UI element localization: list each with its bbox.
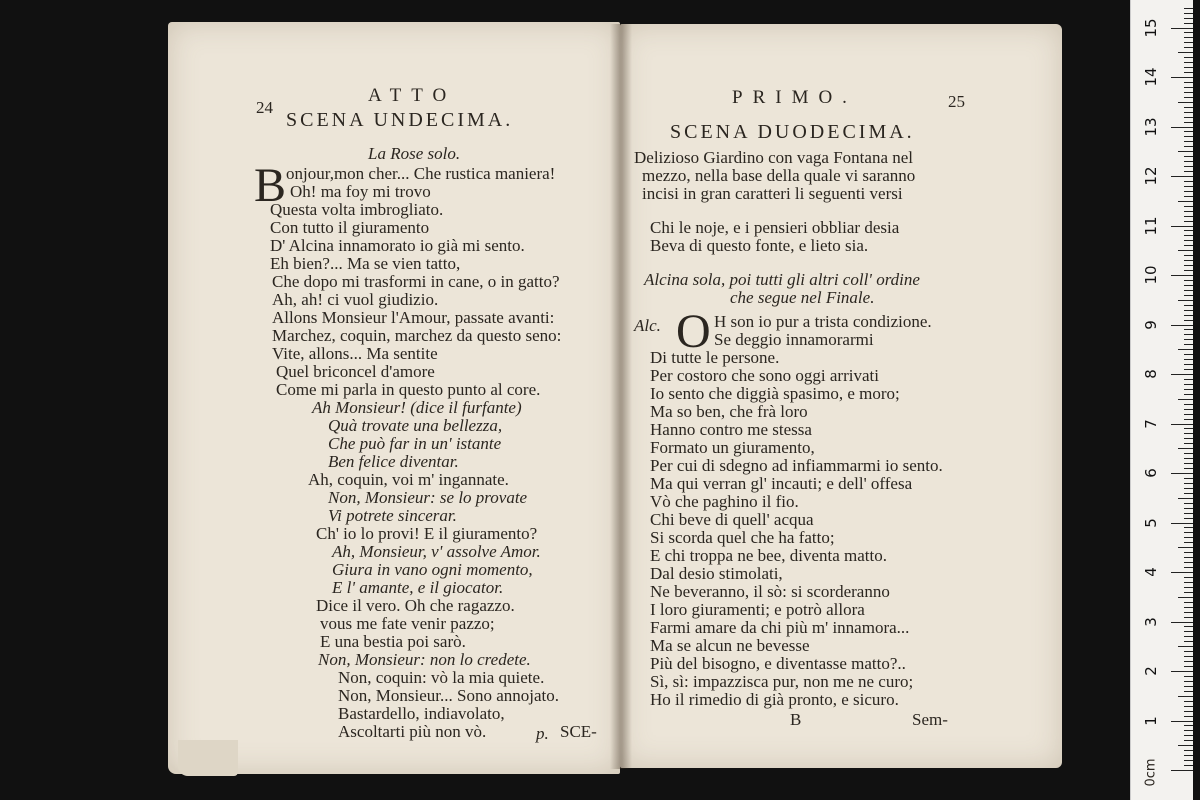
ruler-tick: [1184, 290, 1193, 291]
ruler-number: 8: [1142, 369, 1160, 379]
verse-line: Non, Monsieur... Sono annojato.: [338, 686, 559, 705]
ruler-tick: [1184, 760, 1193, 761]
ruler-tick: [1184, 552, 1193, 553]
ruler-tick: [1184, 13, 1193, 14]
ruler-tick: [1184, 666, 1193, 667]
ruler-tick: [1184, 394, 1193, 395]
stage-direction-line: Delizioso Giardino con vaga Fontana nel: [634, 148, 914, 167]
verse-line: Dal desio stimolati,: [650, 564, 783, 583]
ruler-tick: [1184, 740, 1193, 741]
ruler-tick: [1171, 622, 1193, 623]
ruler-tick: [1184, 62, 1193, 63]
ruler-tick: [1184, 23, 1193, 24]
verse-line: Bastardello, indiavolato,: [338, 704, 505, 723]
page-edge: [178, 740, 238, 776]
ruler-tick: [1184, 344, 1193, 345]
ruler-tick: [1184, 701, 1193, 702]
ruler-tick: [1184, 245, 1193, 246]
ruler-tick: [1184, 136, 1193, 137]
drop-cap: B: [254, 159, 287, 212]
ruler-tick: [1184, 537, 1193, 538]
ruler-tick: [1178, 646, 1193, 647]
ruler-tick: [1178, 102, 1193, 103]
ruler-tick: [1184, 676, 1193, 677]
ruler-tick: [1184, 364, 1193, 365]
verse-line: D' Alcina innamorato io già mi sento.: [270, 236, 525, 255]
verse-line: Ah, coquin, voi m' ingannate.: [308, 470, 509, 489]
ruler-tick: [1184, 92, 1193, 93]
ruler-tick: [1184, 389, 1193, 390]
ruler-tick: [1184, 706, 1193, 707]
verse-line: Chi beve di quell' acqua: [650, 510, 814, 529]
ruler-tick: [1171, 721, 1193, 722]
ruler-tick: [1171, 770, 1193, 771]
ruler-tick: [1184, 433, 1193, 434]
verse-line: Si scorda quel che ha fatto;: [650, 528, 835, 547]
verse-line: I loro giuramenti; e potrò allora: [650, 600, 865, 619]
ruler-tick: [1184, 97, 1193, 98]
ruler-tick: [1171, 572, 1193, 573]
ruler-unit-label: 0cm: [1143, 758, 1159, 787]
ruler-tick: [1184, 82, 1193, 83]
ruler-tick: [1171, 28, 1193, 29]
catchword: Sem-: [912, 710, 948, 729]
verse-line: Per cui di sdegno ad infiammarmi io sento.: [650, 456, 943, 475]
ruler-tick: [1184, 32, 1193, 33]
verse-line: Che dopo mi trasformi in cane, o in gatto?: [272, 272, 560, 291]
verse-line: Ben felice diventar.: [328, 452, 459, 471]
ruler-tick: [1184, 339, 1193, 340]
character-heading-line: che segue nel Finale.: [730, 288, 875, 307]
ruler-tick: [1184, 631, 1193, 632]
drop-cap: O: [676, 305, 711, 358]
ruler-tick: [1184, 582, 1193, 583]
running-head: ATTO: [368, 85, 457, 106]
ruler-tick: [1184, 503, 1193, 504]
ruler-tick: [1184, 626, 1193, 627]
ruler-tick: [1184, 285, 1193, 286]
ruler-number: 1: [1142, 715, 1160, 726]
ruler-tick: [1184, 295, 1193, 296]
ruler-tick: [1184, 310, 1193, 311]
ruler-tick: [1184, 354, 1193, 355]
ruler-tick: [1184, 661, 1193, 662]
verse-line: Sì, sì: impazzisca pur, non me ne curo;: [650, 672, 914, 691]
scene-title: SCENA DUODECIMA.: [670, 121, 915, 143]
verse-line: Formato un giuramento,: [650, 438, 815, 457]
ruler-tick: [1184, 280, 1193, 281]
ruler-tick: [1178, 300, 1193, 301]
ruler-tick: [1184, 305, 1193, 306]
ruler-tick: [1184, 260, 1193, 261]
verse-line: Ah, ah! ci vuol giudizio.: [272, 290, 439, 309]
ruler-tick: [1178, 151, 1193, 152]
ruler-tick: [1171, 374, 1193, 375]
verse-line: onjour,mon cher... Che rustica maniera!: [286, 164, 556, 183]
verse-line: Io sento che diggià spasimo, e moro;: [650, 384, 900, 403]
verse-line: Come mi parla in questo punto al core.: [276, 380, 541, 399]
verse-line: Eh bien?... Ma se vien tatto,: [270, 254, 461, 273]
ruler-tick: [1184, 750, 1193, 751]
ruler-tick: [1184, 513, 1193, 514]
ruler-tick: [1184, 458, 1193, 459]
ruler-tick: [1184, 216, 1193, 217]
ruler-number: 3: [1142, 616, 1160, 627]
verse-line: Più del bisogno, e diventasse matto?..: [650, 654, 906, 673]
ruler-tick: [1184, 716, 1193, 717]
ruler-tick: [1184, 651, 1193, 652]
ruler-tick: [1184, 131, 1193, 132]
ruler-number: 6: [1142, 468, 1160, 478]
book-gutter: [610, 24, 632, 769]
ruler-number: 14: [1142, 67, 1160, 87]
ruler-tick: [1184, 443, 1193, 444]
ruler-tick: [1184, 602, 1193, 603]
ruler-tick: [1184, 166, 1193, 167]
ruler-tick: [1184, 230, 1193, 231]
ruler-tick: [1184, 409, 1193, 410]
ruler-tick: [1184, 730, 1193, 731]
ruler-tick: [1184, 320, 1193, 321]
ruler-tick: [1184, 18, 1193, 19]
verse-line: Giura in vano ogni momento,: [332, 560, 533, 579]
ruler-tick: [1184, 265, 1193, 266]
ruler-number: 13: [1142, 116, 1160, 137]
ruler-tick: [1184, 617, 1193, 618]
ruler-tick: [1184, 315, 1193, 316]
ruler-tick: [1184, 87, 1193, 88]
ruler-tick: [1184, 453, 1193, 454]
ruler-tick: [1184, 191, 1193, 192]
ruler-tick: [1184, 8, 1193, 9]
ruler-tick: [1184, 735, 1193, 736]
ruler-tick: [1184, 493, 1193, 494]
ruler-tick: [1184, 329, 1193, 330]
ruler-tick: [1184, 171, 1193, 172]
ruler-tick: [1184, 562, 1193, 563]
verse-line: Marchez, coquin, marchez da questo seno:: [272, 326, 562, 345]
ruler-tick: [1184, 57, 1193, 58]
ruler-tick: [1178, 201, 1193, 202]
verse-line: Non, Monsieur: non lo credete.: [318, 650, 531, 669]
ruler-tick: [1184, 206, 1193, 207]
verse-line: Ne beveranno, il sò: si scorderanno: [650, 582, 890, 601]
verse-line: Ho il rimedio di già pronto, e sicuro.: [650, 690, 899, 709]
verse-line: Ma so ben, che frà loro: [650, 402, 808, 421]
ruler-tick: [1184, 681, 1193, 682]
ruler-tick: [1184, 567, 1193, 568]
inscription-line: Beva di questo fonte, e lieto sia.: [650, 236, 869, 255]
ruler-number: 12: [1142, 166, 1160, 186]
ruler-tick: [1184, 112, 1193, 113]
ruler-tick: [1178, 547, 1193, 548]
ruler-tick: [1184, 255, 1193, 256]
ruler-tick: [1184, 488, 1193, 489]
ruler-tick: [1184, 468, 1193, 469]
stage-direction-line: incisi in gran caratteri li seguenti versi: [642, 184, 903, 203]
ruler-tick: [1184, 656, 1193, 657]
ruler-tick: [1184, 404, 1193, 405]
ruler-tick: [1184, 186, 1193, 187]
ruler-tick: [1184, 37, 1193, 38]
verse-line: E l' amante, e il giocator.: [332, 578, 504, 597]
ruler-tick: [1184, 478, 1193, 479]
ruler-number: 2: [1142, 666, 1160, 676]
ruler-tick: [1178, 498, 1193, 499]
scene-title: SCENA UNDECIMA.: [286, 109, 514, 131]
catchword: SCE-: [560, 722, 597, 741]
ruler-tick: [1184, 47, 1193, 48]
verse-line: Se deggio innamorarmi: [714, 330, 874, 349]
ruler-tick: [1184, 146, 1193, 147]
ruler-tick: [1184, 686, 1193, 687]
ruler-tick: [1184, 463, 1193, 464]
ruler-tick: [1178, 349, 1193, 350]
ruler-tick: [1184, 414, 1193, 415]
verse-line: Non, coquin: vò la mia quiete.: [338, 668, 545, 687]
ruler-tick: [1184, 587, 1193, 588]
ruler-tick: [1171, 671, 1193, 672]
stage-direction-line: mezzo, nella base della quale vi saranno: [642, 166, 916, 185]
speaker-label: Alc.: [634, 316, 661, 335]
ruler-tick: [1184, 42, 1193, 43]
ruler-tick: [1184, 532, 1193, 533]
ruler-tick: [1171, 176, 1193, 177]
ruler-tick: [1184, 122, 1193, 123]
verse-line: Per costoro che sono oggi arrivati: [650, 366, 879, 385]
verse-line: Ascoltarti più non vò.: [338, 722, 487, 741]
ruler-tick: [1171, 424, 1193, 425]
ruler-number: 7: [1142, 418, 1160, 429]
verse-line: Vò che paghino il fio.: [650, 492, 799, 511]
measurement-ruler: [1130, 0, 1193, 800]
verse-line: Ma se alcun ne bevesse: [650, 636, 810, 655]
verse-line: Ch' io lo provi! E il giuramento?: [316, 524, 538, 543]
verse-line: Ma qui verran gl' incauti; e dell' offesa: [650, 474, 913, 493]
verse-line: E una bestia poi sarò.: [320, 632, 466, 651]
page-number: 24: [256, 98, 273, 117]
ruler-tick: [1178, 448, 1193, 449]
ruler-tick: [1184, 196, 1193, 197]
ruler-tick: [1184, 508, 1193, 509]
ruler-tick: [1184, 438, 1193, 439]
ruler-tick: [1178, 745, 1193, 746]
ruler-tick: [1184, 117, 1193, 118]
ruler-tick: [1184, 428, 1193, 429]
character-heading: La Rose solo.: [368, 144, 461, 163]
ruler-number: 15: [1142, 17, 1160, 38]
ruler-tick: [1178, 52, 1193, 53]
ruler-tick: [1184, 211, 1193, 212]
character-heading-line: Alcina sola, poi tutti gli altri coll' ordine: [644, 270, 920, 289]
ruler-tick: [1184, 221, 1193, 222]
ruler-tick: [1184, 542, 1193, 543]
ruler-tick: [1184, 691, 1193, 692]
signature-mark: p.: [536, 724, 549, 743]
ruler-tick: [1184, 557, 1193, 558]
left-page: [168, 22, 620, 774]
ruler-tick: [1178, 399, 1193, 400]
ruler-tick: [1184, 181, 1193, 182]
verse-line: Non, Monsieur: se lo provate: [328, 488, 528, 507]
ruler-tick: [1184, 384, 1193, 385]
ruler-tick: [1171, 473, 1193, 474]
ruler-tick: [1184, 607, 1193, 608]
ruler-tick: [1171, 523, 1193, 524]
verse-line: H son io pur a trista condizione.: [714, 312, 932, 331]
ruler-tick: [1184, 577, 1193, 578]
ruler-tick: [1184, 156, 1193, 157]
ruler-tick: [1184, 379, 1193, 380]
ruler-number: 4: [1142, 567, 1160, 577]
ruler-tick: [1184, 334, 1193, 335]
ruler-tick: [1178, 250, 1193, 251]
verse-line: Vite, allons... Ma sentite: [272, 344, 438, 363]
verse-line: Quel briconcel d'amore: [276, 362, 435, 381]
ruler-tick: [1184, 483, 1193, 484]
verse-line: Hanno contro me stessa: [650, 420, 812, 439]
verse-line: Quà trovate una bellezza,: [328, 416, 503, 435]
verse-line: Vi potrete sincerar.: [328, 506, 457, 525]
ruler-tick: [1184, 612, 1193, 613]
verse-line: Farmi amare da chi più m' innamora...: [650, 618, 910, 637]
right-page: [620, 24, 1062, 768]
ruler-number: 5: [1142, 517, 1160, 528]
ruler-number: 11: [1142, 215, 1160, 236]
ruler-tick: [1184, 67, 1193, 68]
ruler-tick: [1184, 72, 1193, 73]
ruler-tick: [1184, 235, 1193, 236]
ruler-tick: [1184, 641, 1193, 642]
ruler-tick: [1171, 226, 1193, 227]
verse-line: Di tutte le persone.: [650, 348, 780, 367]
ruler-tick: [1184, 711, 1193, 712]
ruler-tick: [1184, 107, 1193, 108]
ruler-tick: [1184, 592, 1193, 593]
page-number: 25: [948, 92, 965, 111]
verse-line: Ah, Monsieur, v' assolve Amor.: [332, 542, 541, 561]
verse-line: Con tutto il giuramento: [270, 218, 430, 237]
verse-line: Allons Monsieur l'Amour, passate avanti:: [272, 308, 555, 327]
verse-line: Questa volta imbrogliato.: [270, 200, 444, 219]
ruler-tick: [1184, 518, 1193, 519]
ruler-tick: [1171, 325, 1193, 326]
verse-line: Ah Monsieur! (dice il furfante): [312, 398, 522, 417]
ruler-tick: [1184, 359, 1193, 360]
ruler-tick: [1171, 275, 1193, 276]
ruler-tick: [1184, 240, 1193, 241]
ruler-tick: [1171, 77, 1193, 78]
inscription-line: Chi le noje, e i pensieri obbliar desia: [650, 218, 900, 237]
ruler-tick: [1178, 597, 1193, 598]
ruler-tick: [1184, 419, 1193, 420]
ruler-tick: [1184, 725, 1193, 726]
ruler-tick: [1184, 755, 1193, 756]
signature-mark: B: [790, 710, 802, 729]
ruler-tick: [1171, 127, 1193, 128]
ruler-number: 9: [1142, 319, 1160, 330]
ruler-tick: [1184, 636, 1193, 637]
verse-line: Dice il vero. Oh che ragazzo.: [316, 596, 515, 615]
running-head: PRIMO.: [732, 87, 857, 108]
verse-line: Oh! ma foy mi trovo: [290, 182, 431, 201]
ruler-tick: [1184, 369, 1193, 370]
ruler-number: 10: [1142, 265, 1160, 285]
ruler-tick: [1178, 696, 1193, 697]
ruler-tick: [1184, 765, 1193, 766]
verse-line: vous me fate venir pazzo;: [320, 614, 495, 633]
ruler-tick: [1184, 527, 1193, 528]
verse-line: Che può far in un' istante: [328, 434, 502, 453]
verse-line: E chi troppa ne bee, diventa matto.: [650, 546, 887, 565]
ruler-tick: [1184, 270, 1193, 271]
ruler-tick: [1184, 141, 1193, 142]
ruler-tick: [1184, 161, 1193, 162]
